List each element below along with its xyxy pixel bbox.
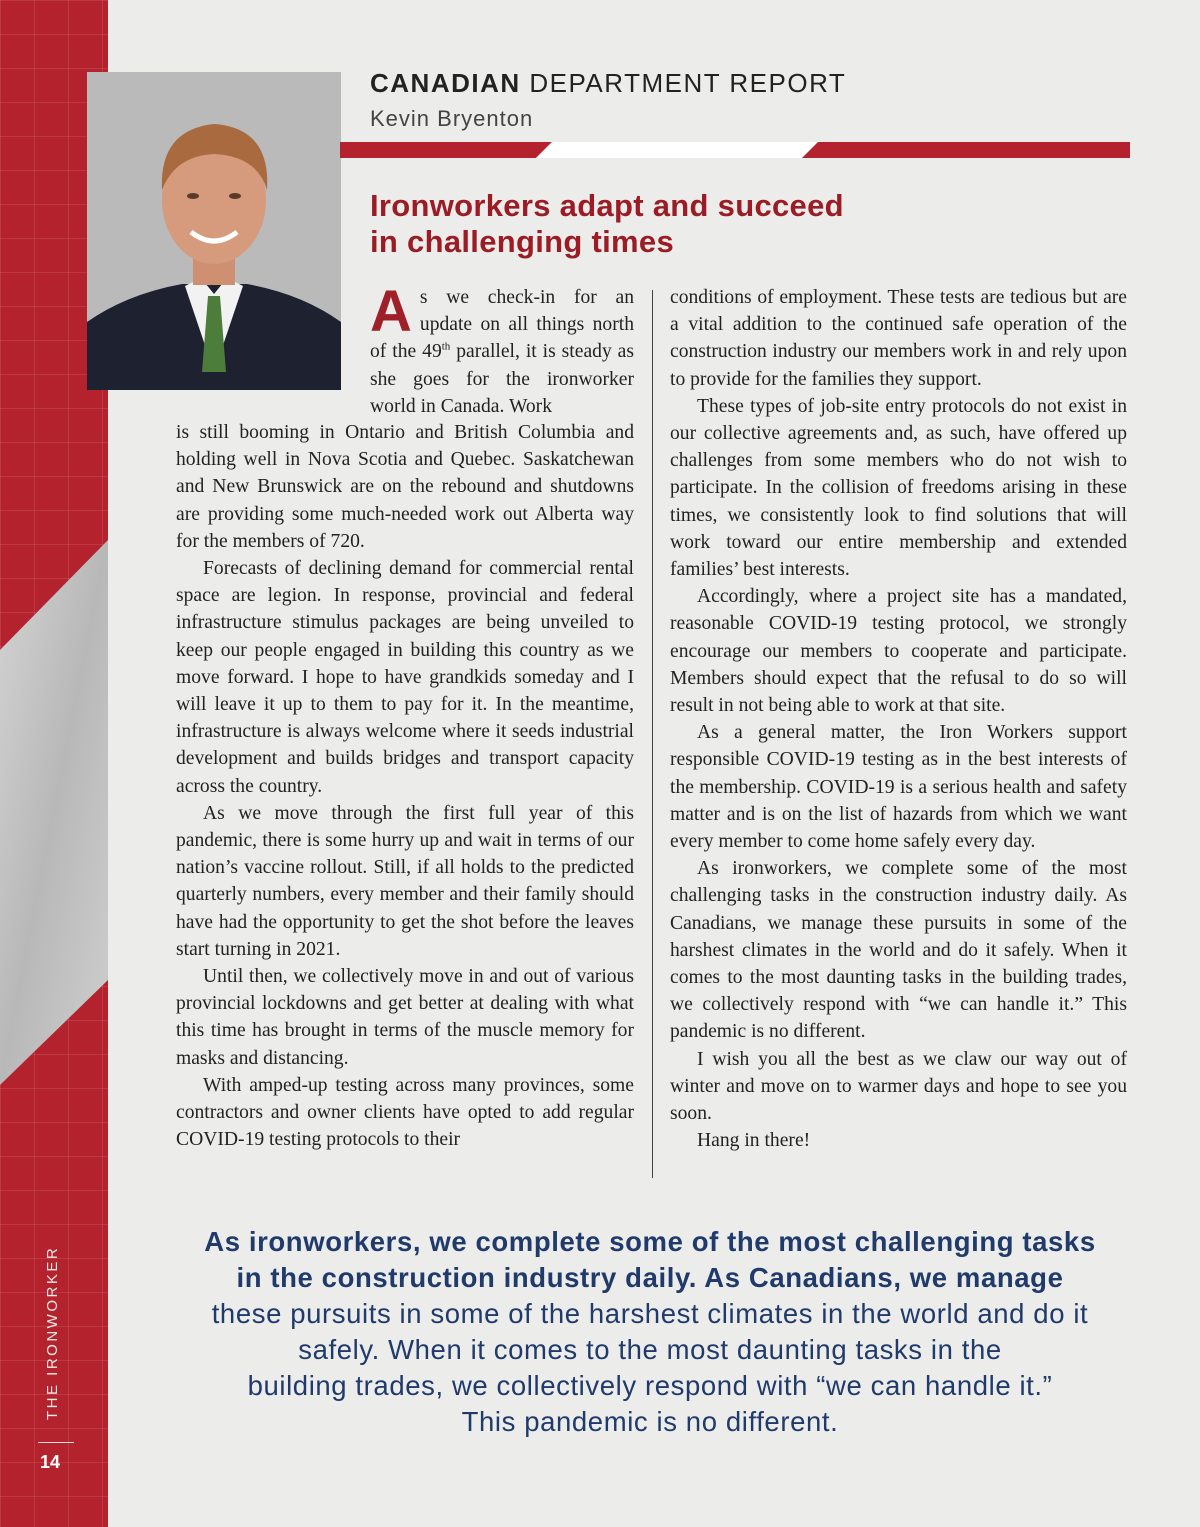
department-title-rest: DEPARTMENT REPORT: [529, 68, 847, 98]
paragraph: conditions of employment. These tests are tedious but are a vital addition to the continued safe operation of the construction industry our members work in and rely upon to provide for the families they support.: [670, 287, 1127, 390]
paragraph: As we move through the first full year of this pandemic, there is some hurry up and wait in terms of our nation’s vaccine rollout. Still, if all holds to the predicted quarterly numbers, every member and their family should have had the opportunity to get the shot before the leaves start turning in 2021.: [176, 802, 634, 960]
publication-name: THE IRONWORKER: [44, 1245, 61, 1420]
article-right-column: [670, 284, 1127, 1155]
author-photo: [87, 72, 341, 390]
page-number: 14: [40, 1452, 61, 1472]
intro-text-end: parallel, it is steady as she goes for the ironworker world in Canada. Work: [370, 341, 635, 417]
drop-cap: A: [370, 279, 412, 344]
pull-quote-line: in the construction industry daily. As Canadians, we manage: [236, 1262, 1064, 1293]
paragraph: Hang in there!: [697, 1130, 811, 1152]
paragraph: Forecasts of declining demand for commercial rental space are legion. In response, provincial and federal infrastructure stimulus packages are being unveiled to keep our people engaged in building this country as we move forward. I hope to have grandkids someday and I will leave it up to them to pay for it. In the meantime, infrastructure is always welcome where it seeds industrial development and builds bridges and transport capacity across the country.: [176, 558, 634, 797]
paragraph: Accordingly, where a project site has a mandated, reasonable COVID-19 testing protocol, we strongly encourage our members to cooperate and participate. Members should expect that the refusal to do so will result in not being able to work at that site.: [670, 586, 1127, 717]
paragraph: With amped-up testing across many provinces, some contractors and owner clients have opted to add regular COVID-19 testing protocols to their: [176, 1074, 634, 1151]
pull-quote: [150, 1224, 1150, 1440]
department-title: [370, 68, 846, 99]
header-bar: [340, 142, 1130, 158]
paragraph: As ironworkers, we complete some of the most challenging tasks in the construction industry daily. As Canadians, we manage these pursuits in some of the harshest climates in the world and do it safely. When it comes to the most daunting tasks in the building trades, we collectively respond with “we can handle it.” This pandemic is no different.: [670, 858, 1127, 1043]
pull-quote-line: safely. When it comes to the most daunting tasks in the: [298, 1334, 1002, 1365]
intro-text: s we check-in for an update on all things north of the 49: [370, 287, 634, 363]
intro-superscript: th: [441, 340, 451, 353]
pull-quote-line: As ironworkers, we complete some of the most challenging tasks: [204, 1226, 1096, 1257]
paragraph: These types of job-site entry protocols do not exist in our collective agreements and, as such, have offered up challenges from some members who do not wish to participate. In the collision of freedoms arising in these times, we consistently look to find solutions that will work toward our entire membership and extended families’ best interests.: [670, 395, 1127, 581]
pull-quote-line: these pursuits in some of the harshest climates in the world and do it: [211, 1298, 1089, 1329]
paragraph: is still booming in Ontario and British Columbia and holding well in Nova Scotia and Quebec. Saskatchewan and New Brunswick are on the rebound and shutdowns are providing some much-needed work out Alberta way for the members of 720.: [176, 422, 634, 552]
column-divider: [652, 290, 653, 1178]
headline-line-2: in challenging times: [370, 224, 674, 259]
side-rule: [38, 1442, 74, 1443]
article-left-column: [176, 419, 634, 1153]
paragraph: I wish you all the best as we claw our way out of winter and move on to warmer days and hope to see you soon.: [670, 1048, 1127, 1125]
department-title-bold: CANADIAN: [370, 68, 521, 98]
pull-quote-line: building trades, we collectively respond with “we can handle it.”: [247, 1370, 1053, 1401]
headline-line-1: Ironworkers adapt and succeed: [370, 188, 844, 223]
author-name: Kevin Bryenton: [370, 106, 534, 131]
pull-quote-line: This pandemic is no different.: [461, 1406, 839, 1437]
article-headline: [370, 188, 1070, 260]
article-intro-top: [370, 279, 635, 420]
paragraph: Until then, we collectively move in and out of various provincial lockdowns and get better at dealing with what this time has brought in terms of the muscle memory for masks and distancing.: [176, 966, 634, 1069]
paragraph: As a general matter, the Iron Workers support responsible COVID-19 testing as in the best interests of the membership. COVID-19 is a serious health and safety matter and is on the list of hazards from which we want every member to come home safely every day.: [670, 722, 1127, 853]
